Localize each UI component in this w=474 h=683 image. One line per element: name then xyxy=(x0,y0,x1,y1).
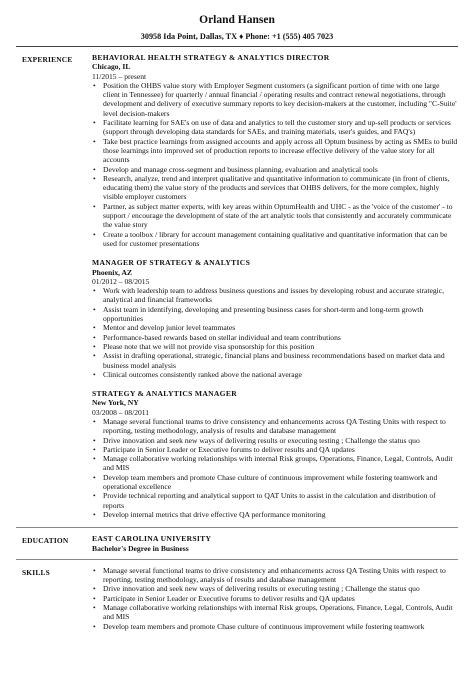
bullet-item: • Please note that we will not provide visa sponsorship for this position xyxy=(92,342,458,351)
education-section xyxy=(16,528,458,560)
bullet-item: • Develop and manage cross-segment and business planning, evaluation and analytical tools xyxy=(92,165,458,174)
skill-item: • Develop team members and promote Chase culture of continuous improvement while fostering teamwork xyxy=(92,622,458,631)
job-entry xyxy=(92,258,458,379)
degree: Bachelor's Degree in Business xyxy=(92,543,189,553)
section-title-experience: EXPERIENCE xyxy=(22,55,73,64)
skill-item: • Drive innovation and seek new ways of delivering results or executing testing ; Challenge the status quo xyxy=(92,584,458,593)
job-bullets xyxy=(92,417,458,519)
section-title-skills: SKILLS xyxy=(22,567,50,577)
candidate-name: Orland Hansen xyxy=(199,14,275,26)
skills-section xyxy=(16,560,458,637)
experience-section xyxy=(16,47,458,528)
contact-line: 30958 Ida Point, Dallas, TX ♦ Phone: +1 (555) 405 7023 xyxy=(140,32,334,41)
bullet-item: • Research, analyze, trend and interpret qualitative and quantitative information to communicate (in front of clients, educating them) the value story of the products and services that OHBS delivers, for the more complex, highly visible employer customers xyxy=(92,174,458,202)
job-title: STRATEGY & ANALYTICS MANAGER xyxy=(92,389,238,399)
bullet-item: • Take best practice learnings from assigned accounts and apply across all Optum business by acting as SMEs to build those learnings into improved set of production reports to increase effective delivery of the value story for all accounts xyxy=(92,137,458,165)
job-dates: 01/2012 – 08/2015 xyxy=(92,276,150,286)
section-title-education: EDUCATION xyxy=(22,536,69,546)
bullet-item: • Develop internal metrics that drive effective QA performance monitoring xyxy=(92,510,458,519)
bullet-item: • Partner, as subject matter experts, with key areas within OptumHealth and UHC - as the 'voice of the customer' - to support / encourage the development of state of the art analytic tools that consistently and accurately communicate the value story xyxy=(92,202,458,230)
skill-item: • Manage several functional teams to drive consistency and enhancements across QA Testing Units with respect to reporting, testing methodology, analysis of results and database management xyxy=(92,566,458,585)
job-entry xyxy=(92,53,458,248)
bullet-item: • Drive innovation and seek new ways of delivering results or executing testing ; Challenge the status quo xyxy=(92,436,458,445)
education-body xyxy=(92,528,458,559)
bullet-item: • Participate in Senior Leader or Executive forums to deliver results and QA updates xyxy=(92,445,458,454)
bullet-item: • Work with leadership team to address business questions and issues by developing robust and accurate strategic, analytical and financial frameworks xyxy=(92,286,458,305)
skill-item: • Participate in Senior Leader or Executive forums to deliver results and QA updates xyxy=(92,594,458,603)
job-location: Phoenix, AZ xyxy=(92,267,133,277)
job-bullets xyxy=(92,286,458,379)
bullet-item: • Position the OHBS value story with Employer Segment customers (a significant portion of time with one large client in Tennessee) for quarterly / annual financial / operating results and contract renewal negotiations, through development and delivery of executive summary reports to key decision-makers at the customer, including "C-Suite' level decision-makers xyxy=(92,81,458,118)
job-dates: 03/2008 – 08/2011 xyxy=(92,407,150,417)
bullet-item: • Develop team members and promote Chase culture of continuous improvement while fostering teamwork and operational excellence xyxy=(92,473,458,492)
job-title: BEHAVIORAL HEALTH STRATEGY & ANALYTICS DIRECTOR xyxy=(92,53,330,62)
bullet-item: • Create a toolbox / library for account management containing qualitative and quantitative information that can be used for customer presentations xyxy=(92,230,458,249)
job-dates: 11/2015 – present xyxy=(92,71,147,81)
bullet-item: • Assist team in identifying, developing and presenting business cases for short-term and long-term growth opportunities xyxy=(92,305,458,324)
bullet-item: • Facilitate learning for SAE's on use of data and analytics to tell the customer story and up-sell products or services (support through developing data standards for SAEs, and training materials, user's guides, and FAQ's) xyxy=(92,118,458,137)
skills-body xyxy=(92,560,458,637)
bullet-item: • Provide technical reporting and analytical support to QAT Units to assist in the calculation and distribution of reports xyxy=(92,491,458,510)
job-title: MANAGER OF STRATEGY & ANALYTICS xyxy=(92,258,251,268)
job-entry xyxy=(92,389,458,519)
skill-item: • Manage collaborative working relationships with internal Risk groups, Operations, Finance, Legal, Controls, Audit and MIS xyxy=(92,603,458,622)
bullet-item: • Manage several functional teams to drive consistency and enhancements across QA Testing Units with respect to reporting, testing methodology, analysis of results and database management xyxy=(92,417,458,436)
bullet-item: • Manage collaborative working relationships with internal Risk groups, Operations, Finance, Legal, Controls, Audit and MIS xyxy=(92,454,458,473)
experience-body xyxy=(92,47,458,527)
bullet-item: • Clinical outcomes consistently ranked above the national average xyxy=(92,370,458,379)
bullet-item: • Mentor and develop junior level teammates xyxy=(92,323,458,332)
job-bullets xyxy=(92,81,458,248)
skills-list xyxy=(92,566,458,631)
school-name: EAST CAROLINA UNIVERSITY xyxy=(92,534,212,544)
job-location: New York, NY xyxy=(92,398,139,408)
bullet-item: • Performance-based rewards based on stellar individual and team contributions xyxy=(92,333,458,342)
bullet-item: • Assist in drafting operational, strategic, financial plans and business recommendations based on market data and business model analysis xyxy=(92,351,458,370)
job-location: Chicago, IL xyxy=(92,62,131,72)
